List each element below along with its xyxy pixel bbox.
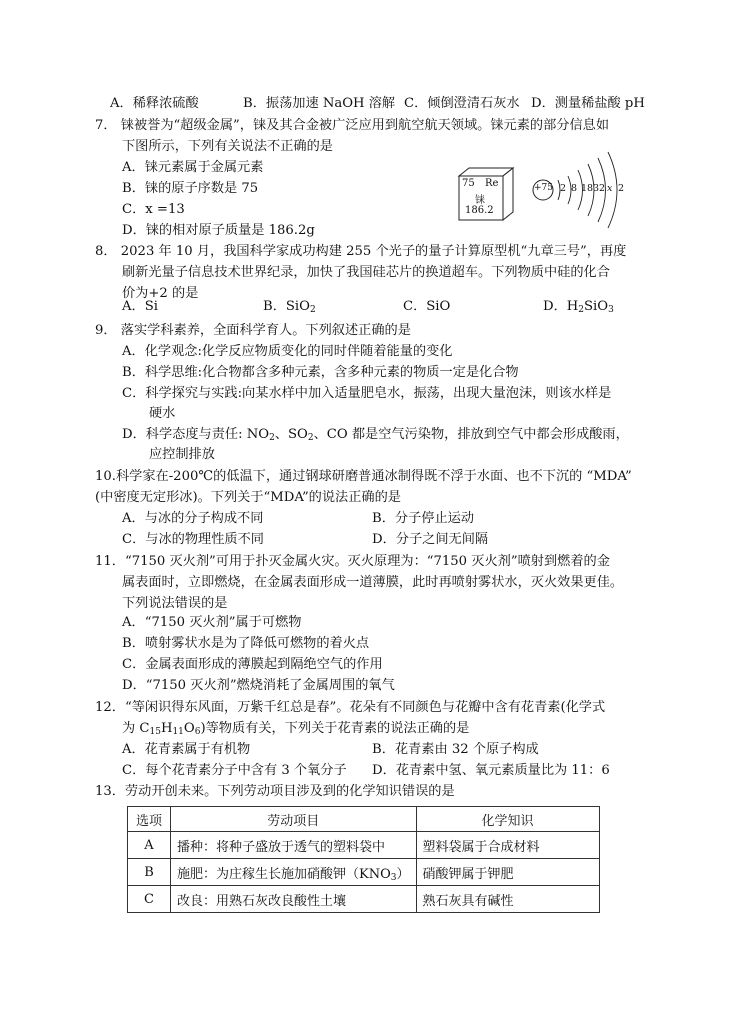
q8-stem-line2: 刷新光量子信息技术世界纪录，加快了我国硅芯片的换道超车。下列物质中硅的化合 bbox=[122, 265, 610, 280]
q12-option-c: C．每个花青素分子中含有 3 个氧分子 bbox=[122, 763, 347, 778]
shell-4: 32 bbox=[593, 183, 606, 194]
q6-option-b: B．振荡加速 NaOH 溶解 bbox=[243, 96, 396, 111]
q11-option-b: B．喷射雾状水是为了降低可燃物的着火点 bbox=[122, 636, 370, 651]
q12-option-d: D．花青素中氢、氧元素质量比为 11：6 bbox=[372, 763, 610, 778]
shell-6: 2 bbox=[618, 183, 625, 194]
header-option: 选项 bbox=[128, 807, 171, 832]
q6-option-c: C．倾倒澄清石灰水 bbox=[404, 96, 520, 111]
q11-stem-line2: 属表面时，立即燃烧，在金属表面形成一道薄膜，此时再喷射雾状水，灭火效果更佳。 bbox=[122, 575, 624, 590]
shell-5: x bbox=[607, 183, 613, 194]
q8-option-b: B．SiO$_2$ bbox=[263, 299, 316, 315]
q8-option-c: C．SiO bbox=[403, 299, 451, 314]
q7-option-a: A．铼元素属于金属元素 bbox=[122, 160, 264, 175]
header-labor-item: 劳动项目 bbox=[171, 807, 417, 832]
q13-table bbox=[127, 806, 600, 913]
q13-stem: 13．劳动开创未来。下列劳动项目涉及到的化学知识错误的是 bbox=[95, 784, 455, 799]
row-b-item: 施肥：为庄稼生长施加硝酸钾$(KNO_3)$ bbox=[171, 859, 417, 886]
table-row bbox=[128, 832, 600, 859]
q9-option-d-line1: D．科学态度与责任: $NO_2$、$SO_2$、CO 都是空气污染物，排放到空气中都会形成酸雨， bbox=[122, 427, 629, 443]
shell-3: 18 bbox=[581, 183, 594, 194]
row-a-knowledge: 塑料袋属于合成材料 bbox=[416, 832, 599, 859]
element-mass: 186.2 bbox=[465, 205, 494, 216]
q7-option-c: C．x =13 bbox=[122, 202, 185, 217]
q10-option-b: B．分子停止运动 bbox=[372, 511, 475, 526]
table-header-row bbox=[128, 807, 600, 832]
table-row bbox=[128, 886, 600, 913]
q9-option-b: B．科学思维:化合物都含多种元素，含多种元素的物质一定是化合物 bbox=[122, 365, 519, 380]
q8-stem-line1: 8． 2023 年 10 月，我国科学家成功构建 255 个光子的量子计算原型机“九章三号”，再度 bbox=[95, 244, 627, 259]
q11-stem-line1: 11．“7150 灭火剂”可用于扑灭金属火灾。灭火原理为：“7150 灭火剂”喷射到燃着的金 bbox=[95, 554, 610, 569]
element-symbol: Re bbox=[485, 178, 499, 189]
q9-option-c-line1: C．科学探究与实践:向某水样中加入适量肥皂水，振荡，出现大量泡沫，则该水样是 bbox=[122, 386, 612, 401]
table-row bbox=[128, 859, 600, 886]
q11-option-c: C．金属表面形成的薄膜起到隔绝空气的作用 bbox=[122, 657, 383, 672]
q8-option-a: A．Si bbox=[122, 299, 158, 314]
row-a-item: 播种：将种子盛放于透气的塑料袋中 bbox=[171, 832, 417, 859]
row-c-option: C bbox=[128, 886, 171, 913]
q11-option-a: A．“7150 灭火剂”属于可燃物 bbox=[122, 615, 302, 630]
q8-stem-line3: 价为+2 的是 bbox=[122, 286, 199, 301]
element-cell-figure bbox=[457, 166, 515, 222]
q9-option-d-line2: 应控制排放 bbox=[149, 447, 215, 462]
element-number: 75 bbox=[462, 178, 475, 189]
q7-option-b: B．铼的原子序数是 75 bbox=[122, 181, 259, 196]
row-b-knowledge: 硝酸钾属于钾肥 bbox=[416, 859, 599, 886]
q12-stem-line2: 为 $C_{15}H_{11}O_6$)等物质有关，下列关于花青素的说法正确的是 bbox=[122, 721, 470, 737]
shell-1: 2 bbox=[560, 183, 567, 194]
q10-option-a: A．与冰的分子构成不同 bbox=[122, 511, 264, 526]
q7-stem-line2: 下图所示，下列有关说法不正确的是 bbox=[122, 139, 333, 154]
q10-option-d: D．分子之间无间隔 bbox=[372, 532, 489, 547]
header-chem-knowledge: 化学知识 bbox=[416, 807, 599, 832]
q8-option-d: D．$H_2SiO_3$ bbox=[543, 299, 614, 315]
row-a-option: A bbox=[128, 832, 171, 859]
q12-option-b: B．花青素由 32 个原子构成 bbox=[372, 742, 539, 757]
q6-option-a: A．稀释浓硫酸 bbox=[110, 96, 199, 111]
q7-option-d: D．铼的相对原子质量是 186.2g bbox=[122, 223, 315, 238]
q10-option-c: C．与冰的物理性质不同 bbox=[122, 532, 264, 547]
shell-2: 8 bbox=[571, 183, 578, 194]
atomic-structure-diagram bbox=[528, 150, 634, 230]
q9-option-a: A．化学观念:化学反应物质变化的同时伴随着能量的变化 bbox=[122, 344, 453, 359]
nucleus-charge: +75 bbox=[534, 183, 553, 193]
q10-stem-line2: (中密度无定形冰)。下列关于“MDA”的说法正确的是 bbox=[95, 490, 401, 505]
q12-option-a: A．花青素属于有机物 bbox=[122, 742, 251, 757]
q10-stem-line1: 10.科学家在-200℃的低温下，通过钢球研磨普通冰制得既不浮于水面、也不下沉的 “MDA” bbox=[95, 469, 632, 484]
q11-stem-line3: 下列说法错误的是 bbox=[122, 596, 228, 611]
q12-stem-line1: 12．“等闲识得东风面，万紫千红总是春”。花朵有不同颜色与花瓣中含有花青素(化学式 bbox=[95, 700, 606, 715]
q7-stem-line1: 7． 铼被誉为“超级金属”，铼及其合金被广泛应用到航空航天领域。铼元素的部分信息如 bbox=[95, 118, 609, 133]
row-b-option: B bbox=[128, 859, 171, 886]
q9-option-c-line2: 硬水 bbox=[149, 406, 176, 421]
q6-option-d: D．测量稀盐酸 pH bbox=[531, 96, 645, 111]
row-c-knowledge: 熟石灰具有碱性 bbox=[416, 886, 599, 913]
row-c-item: 改良：用熟石灰改良酸性土壤 bbox=[171, 886, 417, 913]
q11-option-d: D．“7150 灭火剂”燃烧消耗了金属周围的氧气 bbox=[122, 678, 395, 693]
q9-stem: 9． 落实学科素养，全面科学育人。下列叙述正确的是 bbox=[95, 323, 411, 338]
element-name: 铼 bbox=[475, 195, 485, 206]
